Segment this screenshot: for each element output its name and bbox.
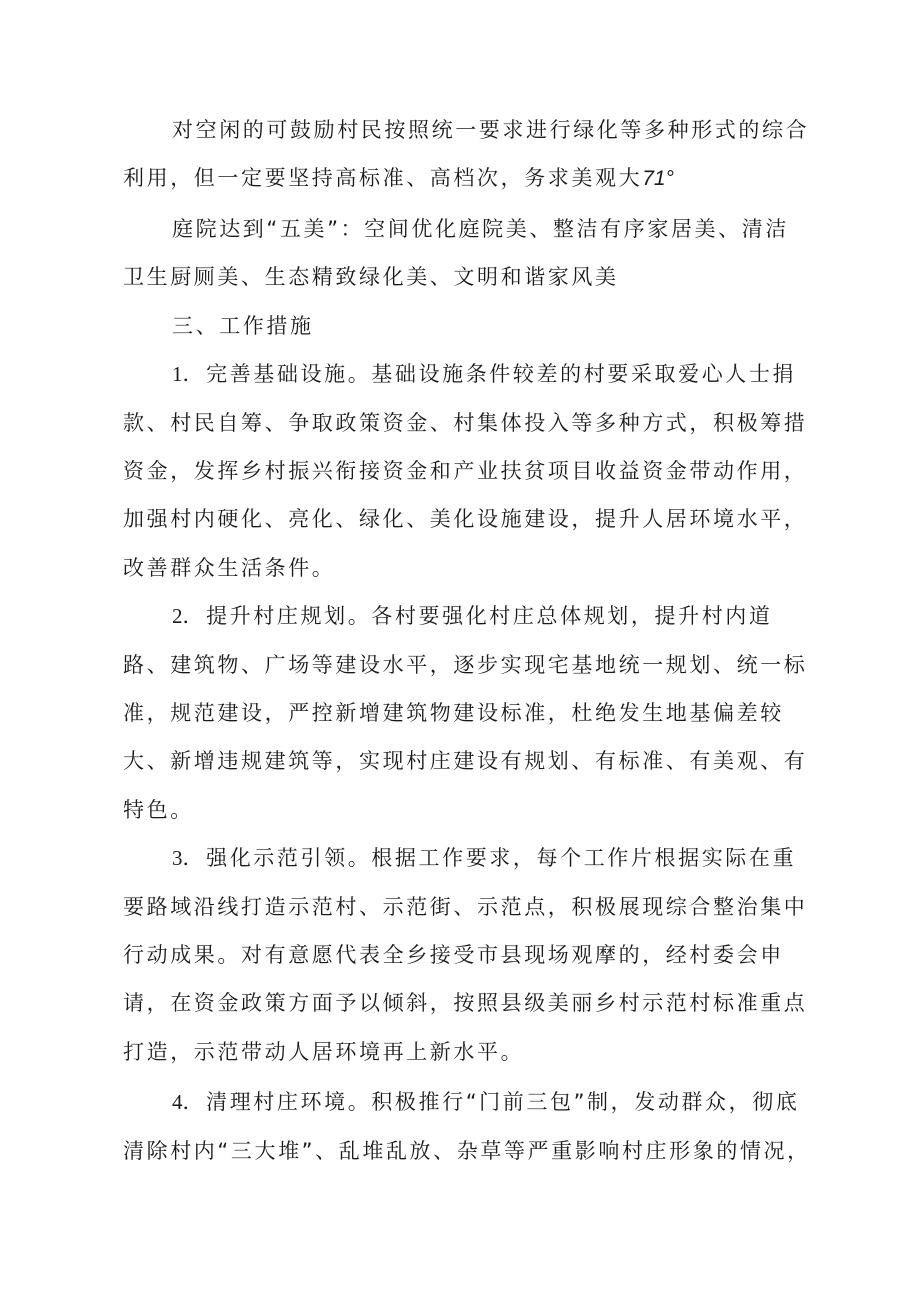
- paragraph-line: [123, 456, 807, 486]
- line-text: 行动成果。对有意愿代表全乡接受市县现场观摩的，经村委会申: [123, 943, 784, 967]
- line-text: ．完善基础设施。基础设施条件较差的村要采取爱心人士捐: [182, 362, 797, 386]
- item-number: 1: [172, 362, 183, 386]
- line-text: 资金，发挥乡村振兴衔接资金和产业扶贫项目收益资金带动作用，: [123, 459, 808, 483]
- paragraph-line: [123, 163, 674, 194]
- paragraph-line: [123, 1136, 811, 1166]
- section-heading: [172, 311, 314, 341]
- paragraph-line: [123, 650, 807, 680]
- paragraph-line: [123, 795, 194, 825]
- line-text: 利用，但一定要坚持高标准、高档次，务求美观大: [123, 166, 643, 190]
- paragraph-line: [123, 940, 784, 970]
- line-text: 加强村内硬化、亮化、绿化、美化设施建设，提升人居环境水平，: [123, 507, 808, 531]
- line-text: 款、村民自筹、争取政策资金、村集体投入等多种方式，积极筹措: [123, 411, 808, 435]
- line-text: 准，规范建设，严控新增建筑物建设标准，杜绝发生地基偏差较: [123, 701, 784, 725]
- line-text: 卫生厨厕美、生态精致绿化美、文明和谐家风美: [123, 265, 619, 289]
- paragraph-line: [172, 115, 809, 145]
- item-number: 2: [172, 604, 183, 628]
- line-text: 请，在资金政策方面予以倾斜，按照县级美丽乡村示范村标准重点: [123, 991, 808, 1015]
- trailing-mark: 71°: [642, 167, 674, 190]
- line-text: 对空闲的可鼓励村民按照统一要求进行绿化等多种形式的综合: [172, 118, 810, 142]
- line-text: ．强化示范引领。根据工作要求，每个工作片根据实际在重: [182, 846, 797, 870]
- line-text: 改善群众生活条件。: [123, 556, 336, 580]
- paragraph-line: [123, 892, 807, 922]
- line-text: 要路域沿线打造示范村、示范街、示范点，积极展现综合整治集中: [123, 895, 808, 919]
- line-text: 庭院达到“五美”：空间优化庭院美、整洁有序家居美、清洁: [172, 217, 789, 241]
- paragraph-line: [123, 262, 619, 292]
- item-number: 3: [172, 846, 183, 870]
- paragraph-line: [123, 988, 807, 1018]
- paragraph-line: [123, 746, 807, 776]
- paragraph-line: [123, 408, 807, 438]
- paragraph-line: [123, 698, 784, 728]
- paragraph-line: [172, 1087, 799, 1117]
- paragraph-line: [172, 843, 796, 873]
- paragraph-line: [172, 601, 773, 631]
- paragraph-line: [123, 1037, 524, 1067]
- line-text: 大、新增违规建筑等，实现村庄建设有规划、有标准、有美观、有: [123, 749, 808, 773]
- paragraph-line: [172, 214, 789, 244]
- line-text: 清除村内“三大堆”、乱堆乱放、杂草等严重影响村庄形象的情况，: [123, 1139, 811, 1163]
- line-text: ．清理村庄环境。积极推行“门前三包”制，发动群众，彻底: [182, 1090, 800, 1114]
- line-text: 打造，示范带动人居环境再上新水平。: [123, 1040, 525, 1064]
- line-text: 特色。: [123, 798, 194, 822]
- item-number: 4: [172, 1090, 183, 1114]
- paragraph-line: [172, 359, 796, 389]
- line-text: ．提升村庄规划。各村要强化村庄总体规划，提升村内道: [182, 604, 773, 628]
- heading-text: 三、工作措施: [172, 314, 314, 338]
- paragraph-line: [123, 553, 335, 583]
- paragraph-line: [123, 504, 807, 534]
- line-text: 路、建筑物、广场等建设水平，逐步实现宅基地统一规划、统一标: [123, 653, 808, 677]
